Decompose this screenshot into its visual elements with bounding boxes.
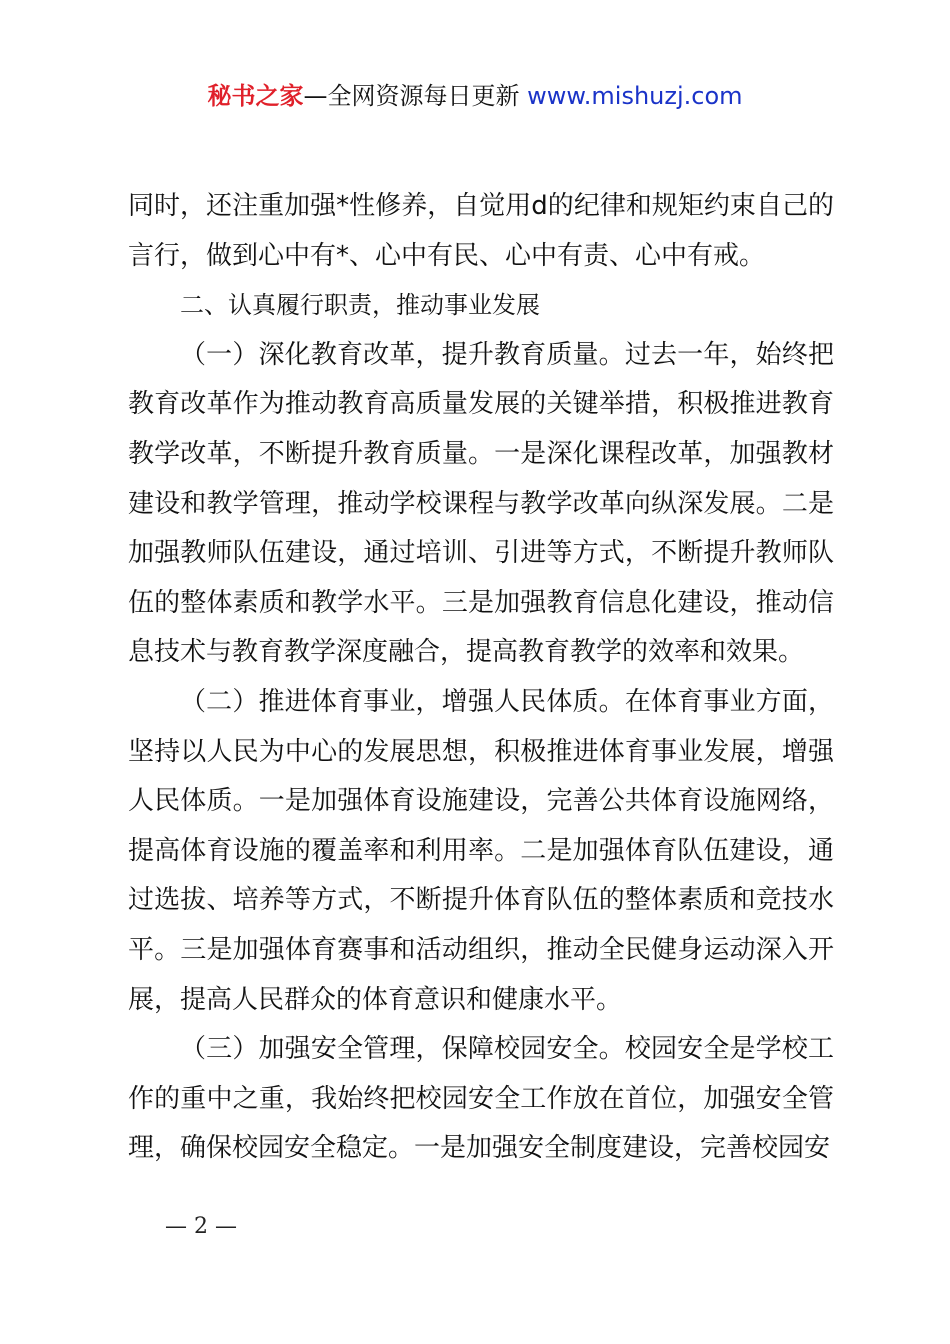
paragraph-education-reform: （一）深化教育改革，提升教育质量。过去一年，始终把教育改革作为推动教育高质量发展的关键举措，积极推进教育教学改革，不断提升教育质量。一是深化课程改革，加强教材建设和教学管理，推动学校课程与教学改革向纵深发展。二是加强教师队伍建设，通过培训、引进等方式，不断提升教师队伍的整体素质和教学水平。三是加强教育信息化建设，推动信息技术与教育教学深度融合，提高教育教学的效率和效果。	[128, 339, 834, 668]
section-heading: 二、认真履行职责，推动事业发展	[180, 291, 540, 320]
paragraph-campus-safety: （三）加强安全管理，保障校园安全。校园安全是学校工作的重中之重，我始终把校园安全工作放在首位，加强安全管理，确保校园安全稳定。一是加强安全制度建设，完善校园安	[128, 1034, 834, 1164]
page-header	[0, 80, 950, 112]
page-number: — 2 —	[165, 1214, 237, 1239]
header-tagline: —全网资源每日更新	[303, 82, 520, 110]
continuation-paragraph: 同时，还注重加强*性修养，自觉用d的纪律和规矩约束自己的言行，做到心中有*、心中有民、心中有责、心中有戒。	[128, 191, 834, 271]
paragraph-sports: （二）推进体育事业，增强人民体质。在体育事业方面，坚持以人民为中心的发展思想，积极推进体育事业发展，增强人民体质。一是加强体育设施建设，完善公共体育设施网络，提高体育设施的覆盖率和利用率。二是加强体育队伍建设，通过选拔、培养等方式，不断提升体育队伍的整体素质和竞技水平。三是加强体育赛事和活动组织，推动全民健身运动深入开展，提高人民群众的体育意识和健康水平。	[128, 686, 834, 1015]
document-body	[128, 182, 834, 1174]
website-link[interactable]: www.mishuzj.com	[527, 82, 743, 110]
brand-name: 秘书之家	[207, 82, 304, 110]
